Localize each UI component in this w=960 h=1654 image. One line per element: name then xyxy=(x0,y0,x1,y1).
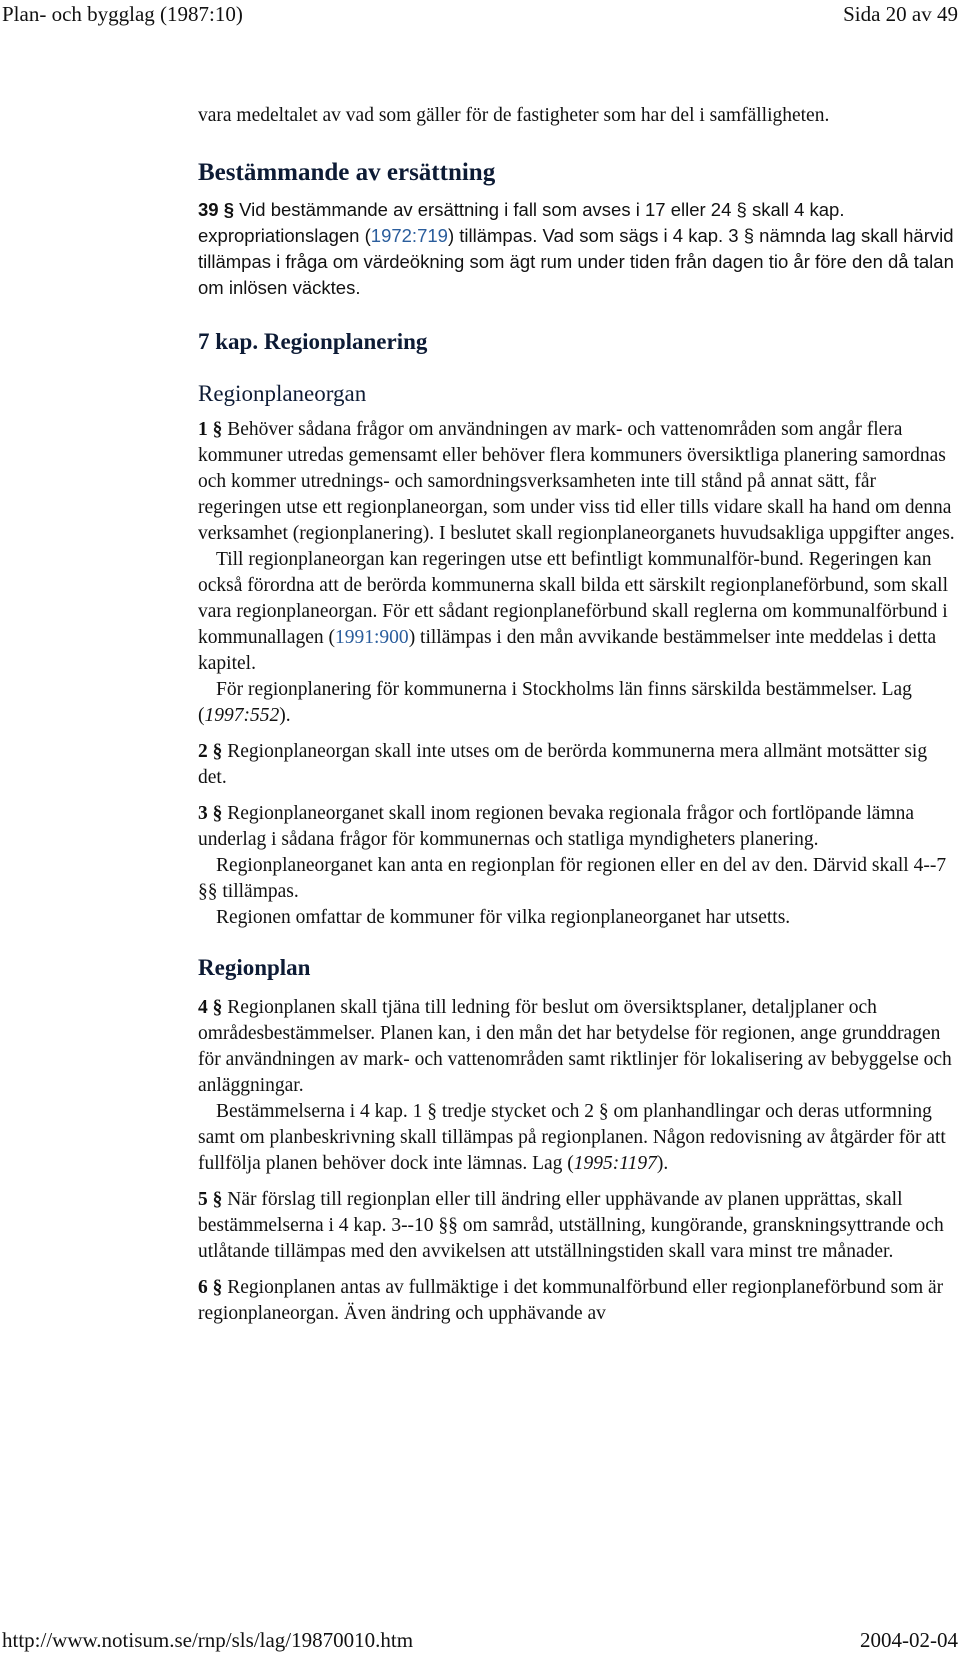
section-text: Vid bestämmande av ersättning i fall som avses i 17 eller 24 § skall 4 kap. expropriationslagen ( xyxy=(198,199,845,246)
document-body xyxy=(198,103,958,1327)
page-header xyxy=(0,0,960,28)
section-1-paragraph-2: Till regionplaneorgan kan regeringen utse ett befintligt kommunalför-bund. Regeringen kan också förordna att de berörda kommunerna skall bilda ett särskilt regionplaneförbund, som skall vara regionplaneorgan. För ett sådant regionplaneförbund skall reglerna om kommunalförbund i kommunallagen (1991:900) tillämpas i den mån avvikande bestämmelser inte meddelas i detta kapitel. xyxy=(198,549,948,674)
section-6 xyxy=(198,1275,958,1327)
section-4 xyxy=(198,995,958,1099)
section-number: 3 § xyxy=(198,803,223,824)
section-text: Regionplaneorgan skall inte utses om de berörda kommunerna mera allmänt motsätter sig det. xyxy=(198,741,928,788)
page-number: Sida 20 av 49 xyxy=(843,2,958,26)
section-4-paragraph-2: Bestämmelserna i 4 kap. 1 § tredje stycket och 2 § om planhandlingar och deras utformning samt om planbeskrivning skall tillämpas på regionplanen. Någon redovisning av åtgärder för att fullfölja planen behöver dock inte lämnas. Lag (1995:1197). xyxy=(198,1101,946,1174)
section-text: Regionplanen antas av fullmäktige i det kommunalförbund eller regionplaneförbund som är regionplaneorgan. Även ändring och upphävande av xyxy=(198,1277,944,1324)
intro-paragraph: vara medeltalet av vad som gäller för de fastigheter som har del i samfälligheten. xyxy=(198,105,830,126)
section-text: När förslag till regionplan eller till ändring eller upphävande av planen upprättas, skall bestämmelserna i 4 kap. 3--10 §§ om samråd, utställning, kungörande, granskningsyttrande och utlåtande tillämpas med den avvikelsen att utställningstiden skall vara minst tre månader. xyxy=(198,1189,944,1262)
section-number: 39 § xyxy=(198,199,235,220)
section-number: 1 § xyxy=(198,419,223,440)
heading-regionplan: Regionplan xyxy=(198,955,311,980)
source-url: http://www.notisum.se/rnp/sls/lag/19870010.htm xyxy=(2,1628,414,1652)
section-1-paragraph-3: För regionplanering för kommunerna i Stockholms län finns särskilda bestämmelser. Lag (1997:552). xyxy=(198,679,912,726)
section-5 xyxy=(198,1187,958,1265)
section-number: 2 § xyxy=(198,741,223,762)
section-number: 4 § xyxy=(198,997,223,1018)
heading-regionplaneorgan: Regionplaneorgan xyxy=(198,381,367,406)
chapter-heading: 7 kap. Regionplanering xyxy=(198,329,428,354)
section-text: Regionplaneorganet skall inom regionen bevaka regionala frågor och fortlöpande lämna underlag i sådana frågor för kommunernas och statliga myndigheters planering. xyxy=(198,803,915,850)
section-39 xyxy=(198,197,958,301)
law-link-1972-719[interactable]: 1972:719 xyxy=(370,225,448,246)
page-footer xyxy=(0,1626,960,1654)
print-date: 2004-02-04 xyxy=(860,1628,958,1652)
section-1 xyxy=(198,417,958,547)
section-3-paragraph-3: Regionen omfattar de kommuner för vilka regionplaneorganet har utsetts. xyxy=(216,907,791,928)
section-text: ) tillämpas. Vad som sägs i 4 kap. 3 § nämnda lag skall härvid tillämpas i fråga om värdeökning som ägt rum under tiden från dagen tio år före den då talan om inlösen väcktes. xyxy=(198,225,954,298)
amendment-ref: 1995:1197 xyxy=(573,1153,657,1174)
section-number: 6 § xyxy=(198,1277,223,1298)
amendment-ref: 1997:552 xyxy=(204,705,280,726)
section-text: Behöver sådana frågor om användningen av mark- och vattenområden som angår flera kommuner utredas gemensamt eller behöver flera kommuners översiktliga planering samordnas och kommer utrednings- och samordningsverksamheten inte till stånd på annat sätt, får regeringen utse ett regionplaneorgan, som under viss tid eller tills vidare skall ha hand om denna verksamhet (regionplanering). I beslutet skall regionplaneorganets huvudsakliga uppgifter anges. xyxy=(198,419,955,544)
section-2 xyxy=(198,739,958,791)
law-link-1991-900[interactable]: 1991:900 xyxy=(335,627,409,648)
section-3 xyxy=(198,801,958,853)
heading-ersattning: Bestämmande av ersättning xyxy=(198,159,496,186)
section-text: Regionplanen skall tjäna till ledning för beslut om översiktsplaner, detaljplaner och områdesbestämmelser. Planen kan, i den mån det har betydelse för regionen, ange grunddragen för användningen av mark- och vattenområden samt riktlinjer för lokalisering av bebyggelse och anläggningar. xyxy=(198,997,952,1096)
section-number: 5 § xyxy=(198,1189,223,1210)
document-title: Plan- och bygglag (1987:10) xyxy=(2,2,243,26)
section-3-paragraph-2: Regionplaneorganet kan anta en regionplan för regionen eller en del av den. Därvid skall 4--7 §§ tillämpas. xyxy=(198,855,947,902)
